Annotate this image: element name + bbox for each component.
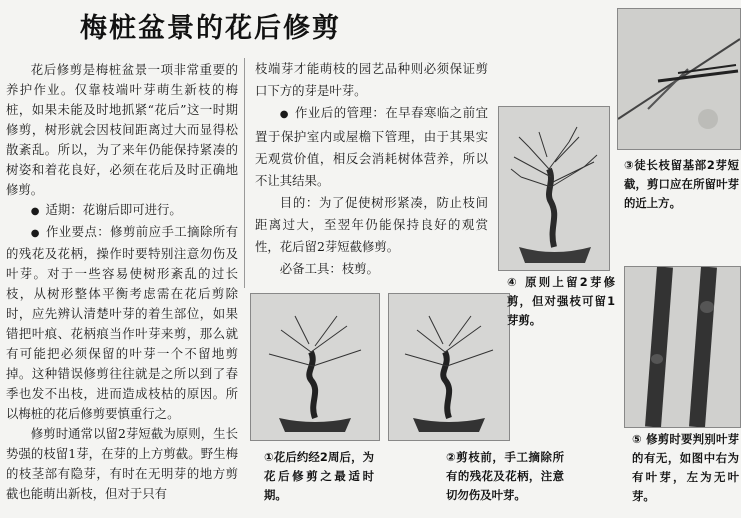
bullet-icon: [31, 224, 46, 239]
caption-photo-3: ③徒长枝留基部2芽短截，剪口应在所留叶芽的近上方。: [624, 158, 739, 210]
timing-text: 适期：花谢后即可进行。: [45, 202, 182, 217]
key-points-text: 作业要点：修剪前应手工摘除所有的残花及花柄，操作时要特别注意勿伤及叶芽。对于一些容易使树形紊乱的过长枝，从树形整体平衡考虑需在花后剪除时，应先辨认清楚叶芽的着生部位，如果错把叶痕、花柄痕当作叶芽来剪，那么就有可能把必须保留的叶芽一个不留地剪掉。这种错误修剪往往就是之所以到了春季也发不出枝，进而造成枝枯的原因。所以梅桩的花后修剪要慎重行之。: [6, 224, 238, 421]
text-column-middle: [255, 58, 488, 280]
photo-bonsai-after-flowering: [250, 293, 380, 441]
photo-bonsai-before-pruning: [498, 106, 610, 271]
photo-branch-cut-closeup: [617, 8, 741, 150]
paragraph-aftercare: [255, 102, 488, 192]
paragraph-pruning-rule: 修剪时通常以留2芽短截为原则，生长势强的枝留1芽，在芽的上方剪截。野生梅的枝茎部有隐芽，有时在无明芽的地方剪截也能萌出新枝，但对于只有: [6, 426, 238, 501]
photo-leaf-bud-comparison: [624, 266, 741, 428]
paragraph-timing: [6, 200, 238, 222]
bullet-icon: [280, 105, 295, 120]
paragraph-purpose: 目的：为了促使树形紧凑，防止枝间距离过大，至翌年仍能保持良好的观赏性，花后留2芽短截修剪。: [255, 195, 488, 254]
aftercare-text: 作业后的管理：在早春寒临之前宜置于保护室内或屋檐下管理，由于其果实无观赏价值，相反会消耗树体营养，所以不让其结果。: [255, 105, 488, 188]
caption-photo-2: ②剪枝前，手工摘除所有的残花及花柄，注意切勿伤及叶芽。: [446, 450, 564, 502]
article-title: 梅桩盆景的花后修剪: [80, 13, 341, 44]
photo-bonsai-before-pruning-2: [388, 293, 510, 441]
paragraph-tools: 必备工具：枝剪。: [279, 261, 379, 276]
caption-photo-1: ①花后约经2周后，为花后修剪之最适时期。: [264, 450, 374, 502]
paragraph-key-points: [6, 222, 238, 424]
column-divider: [244, 58, 245, 288]
bullet-icon: [31, 202, 46, 217]
paragraph-continued: 枝端芽才能萌枝的园艺品种则必须保证剪口下方的芽是叶芽。: [255, 61, 488, 98]
caption-photo-4: ④ 原则上留2芽修剪，但对强枝可留1芽剪。: [507, 275, 615, 327]
text-column-left: [6, 60, 238, 504]
paragraph-intro: 花后修剪是梅桩盆景一项非常重要的养护作业。仅靠枝端叶芽萌生新枝的梅桩，如果未能及时地抓紧“花后”这一时期修剪，树形就会因枝间距离过大而显得松散紊乱。所以，为了来年仍能保持紧凑的树姿和着花良好，必须在花后及时正确地修剪。: [6, 62, 238, 197]
caption-photo-5: ⑤ 修剪时要判别叶芽的有无，如图中右为有叶芽，左为无叶芽。: [632, 432, 739, 503]
